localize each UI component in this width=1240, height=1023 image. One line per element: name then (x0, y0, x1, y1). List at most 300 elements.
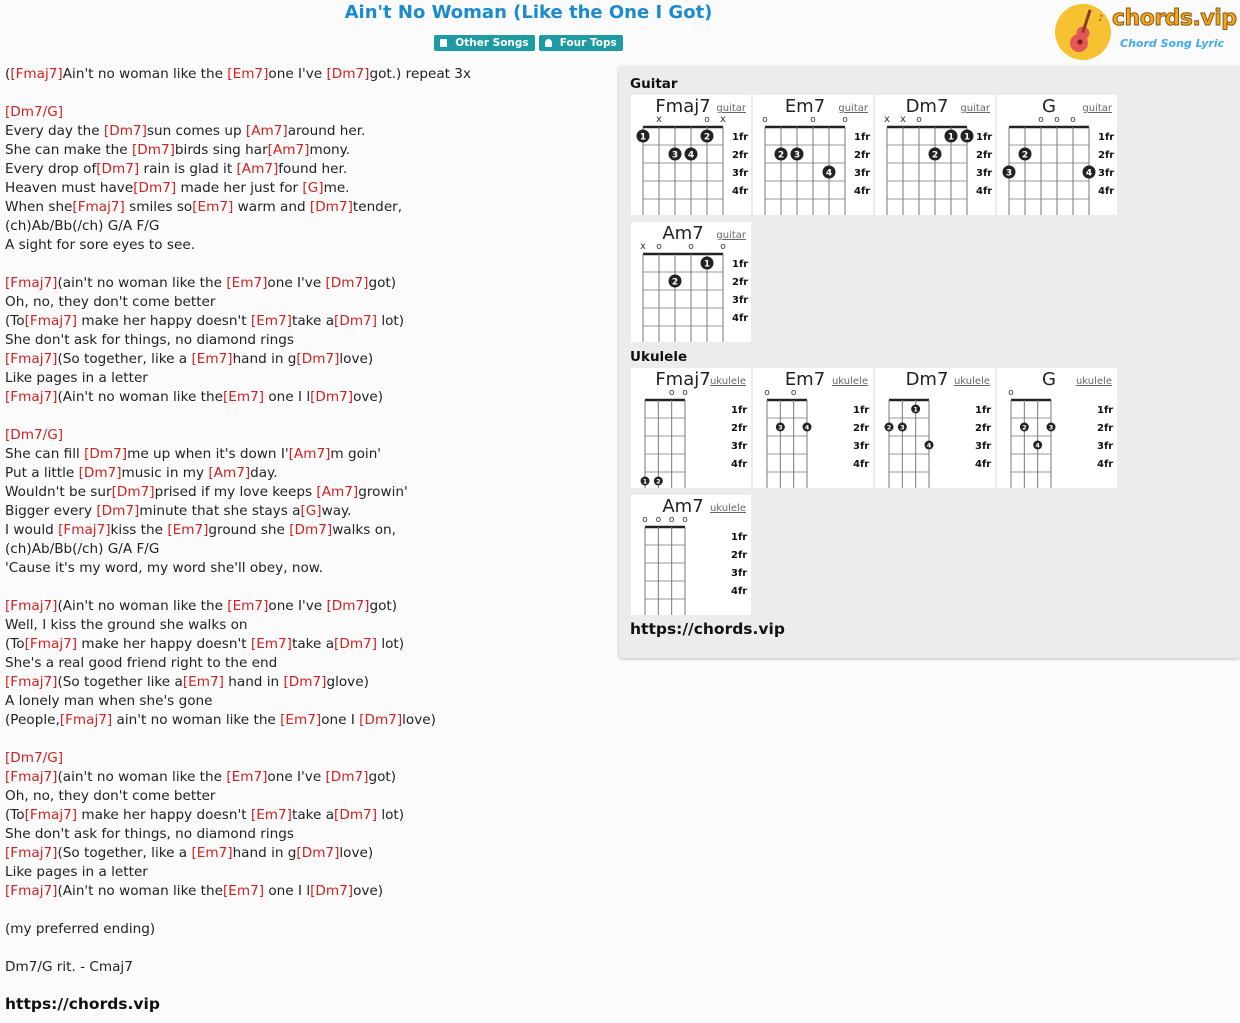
finger-number: 4 (1035, 441, 1040, 450)
chord-link[interactable]: [Fmaj7] (5, 598, 58, 614)
chord-link[interactable]: [Dm7/G] (5, 750, 64, 766)
chord-link[interactable]: [Dm7] (310, 389, 354, 405)
chord-link[interactable]: [Fmaj7] (24, 807, 78, 823)
chord-link[interactable]: [G] (302, 180, 324, 196)
lyric-line (5, 806, 605, 825)
fret-label: 2fr (732, 150, 749, 161)
open-string-marker: o (790, 388, 797, 398)
chord-link[interactable]: [Fmaj7] (72, 199, 125, 215)
lyric-text: got) (368, 275, 397, 291)
lyric-text: ain't no woman like the (112, 712, 281, 728)
fret-label: 2fr (731, 423, 748, 434)
lyric-text: one I l (264, 883, 311, 899)
chord-name: Am7 (662, 496, 704, 517)
open-string-marker: o (668, 388, 675, 398)
lyric-text: (To (5, 807, 25, 823)
lyric-line (5, 787, 605, 806)
lyric-line (5, 464, 605, 483)
lyric-line (5, 901, 605, 920)
chord-link[interactable]: [Em7] (192, 199, 234, 215)
finger-number: 1 (642, 477, 648, 486)
lyric-line (5, 749, 605, 768)
lyric-text: Dm7/G rit. - Cmaj7 (5, 959, 133, 975)
finger-number: 2 (656, 477, 661, 486)
lyric-line (5, 141, 605, 160)
chord-name: Em7 (784, 96, 826, 117)
finger-number: 1 (703, 259, 711, 270)
chord-link[interactable]: [Em7] (227, 66, 269, 82)
lyric-text: (ch)Ab/Bb(/ch) G/A F/G (5, 541, 160, 557)
lyric-text: got) (369, 598, 398, 614)
chord-link[interactable]: [Fmaj7] (5, 845, 58, 861)
finger-number: 2 (1021, 150, 1029, 161)
finger-number: 2 (1022, 423, 1027, 432)
lyric-line (5, 312, 605, 331)
lyrics-body (5, 65, 605, 977)
chord-diagram (631, 368, 751, 488)
lyric-text: Oh, no, they don't come better (5, 788, 216, 804)
open-string-marker: o (762, 115, 768, 125)
chord-diagram (631, 95, 751, 215)
lyric-text: glove) (326, 674, 369, 690)
lyric-text: She's a real good friend right to the end (5, 655, 278, 671)
tag-other-songs[interactable] (434, 35, 534, 51)
tag-label: Four Tops (559, 37, 617, 49)
lyric-text: one I l (264, 389, 311, 405)
open-string-marker: o (668, 515, 675, 525)
chord-diagram (753, 368, 873, 488)
lyric-text: (People, (5, 712, 60, 728)
lyric-line (5, 768, 605, 787)
fret-label: 3fr (1097, 441, 1114, 452)
lyric-line (5, 635, 605, 654)
lyric-line (5, 65, 605, 84)
lyric-text: rain is glad it (139, 161, 237, 177)
chord-link[interactable]: [Dm7] (326, 598, 370, 614)
tag-label: Other Songs (455, 37, 529, 49)
lyric-line (5, 521, 605, 540)
muted-string-marker: x (900, 114, 906, 125)
lyric-text: smiles so (124, 199, 193, 215)
lyric-line (5, 122, 605, 141)
chord-link[interactable]: [Em7] (280, 712, 322, 728)
tag-list (0, 35, 1057, 51)
open-string-marker: o (682, 388, 688, 398)
chord-link[interactable]: [Fmaj7] (5, 351, 58, 367)
lyric-text: love) (339, 351, 374, 367)
chord-link[interactable]: [Fmaj7] (5, 275, 58, 291)
chord-card-ukulele-fmaj7[interactable] (631, 368, 751, 488)
open-string-marker: o (916, 115, 922, 125)
fret-label: 3fr (853, 441, 870, 452)
lyric-text: Every drop of (5, 161, 97, 177)
chord-link[interactable]: [Dm7] (78, 465, 122, 481)
fret-label: 2fr (853, 423, 870, 434)
lyric-text: When she (5, 199, 73, 215)
chord-diagram (997, 368, 1117, 488)
chord-diagram (875, 368, 995, 488)
chord-link[interactable]: [Em7] (226, 769, 268, 785)
finger-number: 3 (900, 423, 905, 432)
chord-name: Dm7 (905, 369, 949, 390)
fret-label: 4fr (854, 186, 871, 197)
chord-link[interactable]: [Fmaj7] (5, 389, 58, 405)
chord-link[interactable]: [Em7] (167, 522, 209, 538)
finger-number: 2 (703, 132, 711, 143)
lyric-line (5, 540, 605, 559)
lyric-line (5, 711, 605, 730)
lyric-text: A lonely man when she's gone (5, 693, 213, 709)
chord-link[interactable]: [Dm7/G] (5, 427, 64, 443)
chord-diagram (631, 495, 751, 615)
lyric-text: I would (5, 522, 59, 538)
open-string-marker: o (1070, 115, 1076, 125)
lyric-text: Oh, no, they don't come better (5, 294, 216, 310)
lyric-text: one I've (267, 275, 326, 291)
chord-card-guitar-em7[interactable] (753, 95, 873, 215)
chord-link[interactable]: [Em7] (250, 636, 292, 652)
fret-label: 2fr (732, 277, 749, 288)
fret-label: 4fr (1097, 459, 1114, 470)
fret-label: 4fr (853, 459, 870, 470)
finger-number: 1 (639, 132, 647, 143)
finger-number: 1 (913, 405, 918, 414)
finger-number: 2 (886, 423, 892, 432)
instrument-type-link[interactable]: guitar (960, 103, 990, 114)
chord-card-ukulele-am7[interactable] (631, 495, 751, 615)
lyric-text: Ain't no woman like the (62, 66, 228, 82)
lyric-line (5, 350, 605, 369)
chord-link[interactable]: [Dm7] (325, 769, 369, 785)
chord-link[interactable]: [Am7] (316, 484, 359, 500)
chord-link[interactable]: [Dm7] (334, 636, 378, 652)
lyric-line (5, 673, 605, 692)
chord-card-guitar-fmaj7[interactable] (631, 95, 751, 215)
lyric-line (5, 920, 605, 939)
ukulele-section-label: Ukulele (630, 349, 688, 365)
fret-label: 2fr (975, 423, 992, 434)
lyric-text: kiss the (110, 522, 168, 538)
chord-link[interactable]: [Fmaj7] (10, 66, 63, 82)
open-string-marker: o (642, 515, 648, 525)
finger-number: 4 (825, 168, 833, 179)
instrument-type-link[interactable]: guitar (716, 103, 746, 114)
fret-label: 4fr (1098, 186, 1115, 197)
chord-link[interactable]: [Dm7] (326, 66, 370, 82)
chord-link[interactable]: [Fmaj7] (59, 712, 113, 728)
panel-site-link[interactable]: https://chords.vip (630, 620, 785, 638)
chord-link[interactable]: [Dm7] (334, 807, 378, 823)
lyric-text: m goin' (330, 446, 382, 462)
lyric-text: (To (5, 636, 25, 652)
fret-label: 4fr (732, 313, 749, 324)
fret-label: 2fr (731, 550, 748, 561)
fret-label: 2fr (976, 150, 993, 161)
lyric-line (5, 388, 605, 407)
lyric-text: walks on, (332, 522, 396, 538)
lyric-text: day. (250, 465, 278, 481)
instrument-type-link[interactable]: guitar (1082, 103, 1112, 114)
open-string-marker: o (656, 242, 662, 252)
chord-card-guitar-am7[interactable] (631, 222, 751, 342)
lyric-text: Wouldn't be sur (5, 484, 112, 500)
chord-link[interactable]: [Dm7] (296, 845, 340, 861)
fret-label: 1fr (853, 405, 870, 416)
instrument-type-link[interactable]: guitar (716, 230, 746, 241)
lyric-text: She can make the (5, 142, 132, 158)
lyric-text: (ain't no woman like the (57, 769, 227, 785)
open-string-marker: o (1038, 115, 1044, 125)
chord-link[interactable]: [Am7] (236, 161, 279, 177)
lyric-line (5, 255, 605, 274)
lyric-text: lot) (377, 807, 405, 823)
open-string-marker: o (704, 115, 710, 125)
lyric-line (5, 578, 605, 597)
fret-label: 2fr (1097, 423, 1114, 434)
lyric-text: one I've (268, 598, 327, 614)
instrument-type-link[interactable]: ukulele (709, 376, 746, 387)
chord-link[interactable]: [Dm7] (334, 313, 378, 329)
chord-link[interactable]: [Dm7] (283, 674, 327, 690)
chord-link[interactable]: [Am7] (245, 123, 288, 139)
lyric-text: (ain't no woman like the (57, 275, 227, 291)
lyric-text: Like pages in a letter (5, 370, 148, 386)
chord-link[interactable]: [Fmaj7] (24, 636, 78, 652)
lyric-text: Well, I kiss the ground she walks on (5, 617, 248, 633)
open-string-marker: o (1008, 388, 1014, 398)
lyric-text: Every day the (5, 123, 104, 139)
lyric-text: growin' (358, 484, 408, 500)
lyric-text: She don't ask for things, no diamond rings (5, 332, 294, 348)
lyric-line (5, 844, 605, 863)
chord-card-ukulele-em7[interactable] (753, 368, 873, 488)
lyric-text: warm and (233, 199, 310, 215)
chord-link[interactable]: [Em7] (227, 598, 269, 614)
lyric-text: make her happy doesn't (77, 313, 251, 329)
open-string-marker: o (720, 242, 726, 252)
lyric-text: (So together, like a (57, 845, 192, 861)
chord-link[interactable]: [Fmaj7] (24, 313, 78, 329)
chord-link[interactable]: [Em7] (222, 389, 265, 405)
lyric-text: ove) (353, 883, 384, 899)
lyric-text: one I've (267, 769, 326, 785)
chord-diagram (997, 95, 1117, 215)
muted-string-marker: x (884, 114, 890, 125)
chord-link[interactable]: [Am7] (288, 446, 331, 462)
logo-text: chords.vip (1112, 6, 1237, 31)
chord-link[interactable]: [Em7] (182, 674, 224, 690)
lyric-text: me. (323, 180, 350, 196)
chord-name: Em7 (784, 369, 826, 390)
lyric-text: ground she (208, 522, 290, 538)
instrument-type-link[interactable]: guitar (838, 103, 868, 114)
finger-number: 2 (671, 277, 679, 288)
lyric-text: music in my (121, 465, 209, 481)
instrument-type-link[interactable]: ukulele (1075, 376, 1112, 387)
muted-string-marker: x (720, 114, 726, 125)
fret-label: 3fr (732, 168, 749, 179)
lyric-text: way. (321, 503, 352, 519)
open-string-marker: o (682, 515, 688, 525)
lyric-text: minute that she stays a (139, 503, 301, 519)
instrument-type-link[interactable]: ukulele (953, 376, 990, 387)
lyric-line (5, 103, 605, 122)
lyric-text: love) (402, 712, 436, 728)
lyric-line (5, 217, 605, 236)
finger-number: 1 (963, 132, 971, 143)
fret-label: 3fr (854, 168, 871, 179)
lyric-text: (ch)Ab/Bb(/ch) G/A F/G (5, 218, 160, 234)
chord-link[interactable]: [Dm7] (131, 142, 175, 158)
finger-number: 2 (777, 150, 785, 161)
lyric-line (5, 825, 605, 844)
fret-label: 4fr (731, 459, 748, 470)
lyric-line (5, 616, 605, 635)
instrument-type-link[interactable]: ukulele (831, 376, 868, 387)
fret-label: 1fr (731, 405, 748, 416)
book-icon (440, 39, 447, 47)
lyric-text: (Ain't no woman like the (57, 598, 228, 614)
finger-number: 4 (804, 423, 810, 432)
lyric-text: take a (291, 636, 335, 652)
fret-label: 3fr (731, 568, 748, 579)
lyric-text: (my preferred ending) (5, 921, 156, 937)
chord-link[interactable]: [Em7] (250, 807, 292, 823)
lyric-text: lot) (377, 636, 405, 652)
lyric-line (5, 407, 605, 426)
finger-number: 3 (1005, 168, 1013, 179)
chord-name: Dm7 (905, 96, 949, 117)
lyric-line (5, 198, 605, 217)
lyric-text: prised if my love keeps (154, 484, 317, 500)
chord-link[interactable]: [Dm7] (96, 503, 140, 519)
fret-label: 4fr (731, 586, 748, 597)
logo-subtitle: Chord Song Lyric (1120, 37, 1225, 50)
lyric-text: make her happy doesn't (77, 807, 251, 823)
lyric-line (5, 293, 605, 312)
song-title: Ain't No Woman (Like the One I Got) (344, 2, 713, 23)
chord-link[interactable]: [Fmaj7] (58, 522, 111, 538)
lyric-text: Like pages in a letter (5, 864, 148, 880)
lyric-line (5, 84, 605, 103)
chord-card-ukulele-g[interactable] (997, 368, 1117, 488)
lyric-text: (So together, like a (57, 351, 192, 367)
lyric-text: sun comes up (146, 123, 246, 139)
chord-link[interactable]: [Dm7/G] (5, 104, 64, 120)
chord-link[interactable]: [Dm7] (103, 123, 147, 139)
fret-label: 1fr (975, 405, 992, 416)
chord-link[interactable]: [Em7] (250, 313, 292, 329)
chord-link[interactable]: [Dm7] (310, 883, 354, 899)
open-string-marker: o (764, 388, 770, 398)
chord-link[interactable]: [Dm7] (133, 180, 177, 196)
lyric-line (5, 445, 605, 464)
chord-link[interactable]: [Dm7] (289, 522, 333, 538)
chord-link[interactable]: [Dm7] (325, 275, 369, 291)
lyric-text: A sight for sore eyes to see. (5, 237, 196, 253)
open-string-marker: o (655, 515, 662, 525)
fret-label: 2fr (1098, 150, 1115, 161)
finger-number: 4 (687, 150, 695, 161)
finger-number: 3 (1048, 423, 1054, 432)
chord-link[interactable]: [Fmaj7] (5, 883, 58, 899)
fret-label: 1fr (731, 532, 748, 543)
lyric-text: Heaven must have (5, 180, 134, 196)
lyric-text: birds sing har (174, 142, 268, 158)
lyric-line (5, 939, 605, 958)
lyric-line (5, 597, 605, 616)
lyric-text: Put a little (5, 465, 79, 481)
chord-card-guitar-g[interactable] (997, 95, 1117, 215)
chord-link[interactable]: [Am7] (267, 142, 310, 158)
lyric-line (5, 331, 605, 350)
chord-link[interactable]: [Dm7] (96, 161, 140, 177)
chord-link[interactable]: [Dm7] (309, 199, 353, 215)
chord-link[interactable]: [Dm7] (111, 484, 155, 500)
lyric-text: got.) repeat 3x (369, 66, 471, 82)
instrument-type-link[interactable]: ukulele (709, 503, 746, 514)
open-string-marker: o (688, 242, 694, 252)
fret-label: 4fr (975, 459, 992, 470)
lyric-line (5, 179, 605, 198)
finger-number: 1 (947, 132, 955, 143)
chord-card-ukulele-dm7[interactable] (875, 368, 995, 488)
site-logo[interactable] (1054, 3, 1237, 61)
lyric-line (5, 483, 605, 502)
lyric-text: around her. (287, 123, 366, 139)
finger-number: 4 (1085, 168, 1093, 179)
chord-name: G (1042, 96, 1056, 117)
lyric-line (5, 160, 605, 179)
chord-link[interactable]: [G] (300, 503, 322, 519)
lyric-text: take a (291, 313, 335, 329)
chord-link[interactable]: [Em7] (222, 883, 265, 899)
lyric-text: make her happy doesn't (77, 636, 251, 652)
chord-link[interactable]: [Em7] (191, 845, 233, 861)
lyric-text: one I (321, 712, 360, 728)
lyric-text: love) (339, 845, 374, 861)
footer-site-link[interactable]: https://chords.vip (5, 995, 160, 1013)
chord-link[interactable]: [Fmaj7] (5, 769, 58, 785)
chord-card-guitar-dm7[interactable] (875, 95, 995, 215)
lyric-text: She can fill (5, 446, 85, 462)
finger-number: 2 (931, 150, 939, 161)
chord-link[interactable]: [Dm7] (296, 351, 340, 367)
fret-label: 1fr (976, 132, 993, 143)
lyric-line (5, 958, 605, 977)
chord-name: Fmaj7 (655, 96, 711, 117)
open-string-marker: o (1054, 115, 1060, 125)
finger-number: 4 (926, 441, 932, 450)
fret-label: 3fr (975, 441, 992, 452)
lyric-text: hand in g (232, 845, 297, 861)
fret-label: 4fr (976, 186, 993, 197)
lyric-line (5, 559, 605, 578)
chord-name: Fmaj7 (655, 369, 711, 390)
chord-link[interactable]: [Em7] (191, 351, 233, 367)
lyric-text: lot) (377, 313, 405, 329)
chord-link[interactable]: [Dm7] (84, 446, 128, 462)
chord-link[interactable]: [Fmaj7] (5, 674, 58, 690)
chord-link[interactable]: [Em7] (226, 275, 268, 291)
svg-text:♪: ♪ (1098, 14, 1104, 24)
lyric-text: Bigger every (5, 503, 97, 519)
tag-artist[interactable] (539, 35, 623, 51)
chord-link[interactable]: [Dm7] (359, 712, 403, 728)
chord-link[interactable]: [Am7] (208, 465, 251, 481)
lyric-text: found her. (278, 161, 348, 177)
lyric-text: tender, (352, 199, 403, 215)
